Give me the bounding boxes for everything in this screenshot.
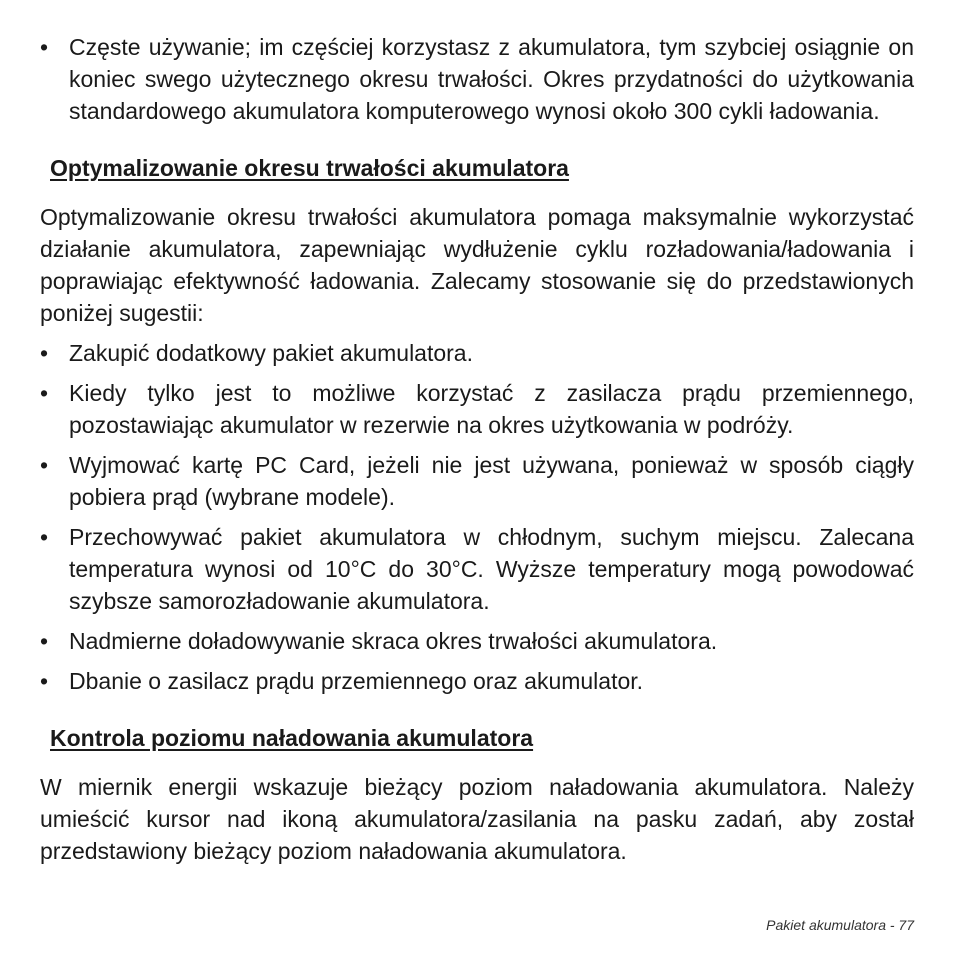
list-item	[40, 31, 914, 127]
bullet-marker: •	[40, 380, 49, 406]
bullet-list-usage	[40, 31, 914, 127]
list-item	[40, 377, 914, 441]
bullet-marker: •	[40, 628, 49, 654]
list-item-text: Wyjmować kartę PC Card, jeżeli nie jest używana, ponieważ w sposób ciągły pobiera prąd (wybrane modele).	[69, 452, 914, 510]
list-item	[40, 665, 914, 697]
section-heading-optimization: Optymalizowanie okresu trwałości akumulatora	[50, 155, 569, 181]
list-item-text: Zakupić dodatkowy pakiet akumulatora.	[69, 340, 473, 366]
list-item	[40, 449, 914, 513]
list-item-text: Kiedy tylko jest to możliwe korzystać z zasilacza prądu przemiennego, pozostawiając akumulator w rezerwie na okres użytkowania w podróży.	[69, 380, 914, 438]
bullet-marker: •	[40, 34, 49, 60]
bullet-marker: •	[40, 668, 49, 694]
section-heading-charge-level: Kontrola poziomu naładowania akumulatora	[50, 725, 534, 751]
list-item	[40, 625, 914, 657]
document-page	[40, 31, 914, 867]
paragraph-optimization: Optymalizowanie okresu trwałości akumulatora pomaga maksymalnie wykorzystać działanie akumulatora, zapewniając wydłużenie cyklu rozładowania/ładowania i poprawiając efektywność ładowania. Zalecamy stosowanie się do przedstawionych poniżej sugestii:	[40, 204, 914, 326]
list-item-text: Nadmierne doładowywanie skraca okres trwałości akumulatora.	[69, 628, 718, 654]
page-footer: Pakiet akumulatora - 77	[766, 917, 914, 933]
bullet-list-suggestions	[40, 337, 914, 697]
list-item	[40, 337, 914, 369]
bullet-marker: •	[40, 452, 49, 478]
list-item	[40, 521, 914, 617]
list-item-text: Przechowywać pakiet akumulatora w chłodnym, suchym miejscu. Zalecana temperatura wynosi od 10°C do 30°C. Wyższe temperatury mogą powodować szybsze samorozładowanie akumulatora.	[69, 524, 914, 614]
list-item-text: Dbanie o zasilacz prądu przemiennego oraz akumulator.	[69, 668, 644, 694]
bullet-marker: •	[40, 340, 49, 366]
paragraph-charge-level: W miernik energii wskazuje bieżący poziom naładowania akumulatora. Należy umieścić kursor nad ikoną akumulatora/zasilania na pasku zadań, aby został przedstawiony bieżący poziom naładowania akumulatora.	[40, 774, 914, 864]
list-item-text: Częste używanie; im częściej korzystasz z akumulatora, tym szybciej osiągnie on koniec swego użytecznego okresu trwałości. Okres przydatności do użytkowania standardowego akumulatora komputerowego wynosi około 300 cykli ładowania.	[69, 34, 914, 124]
bullet-marker: •	[40, 524, 49, 550]
